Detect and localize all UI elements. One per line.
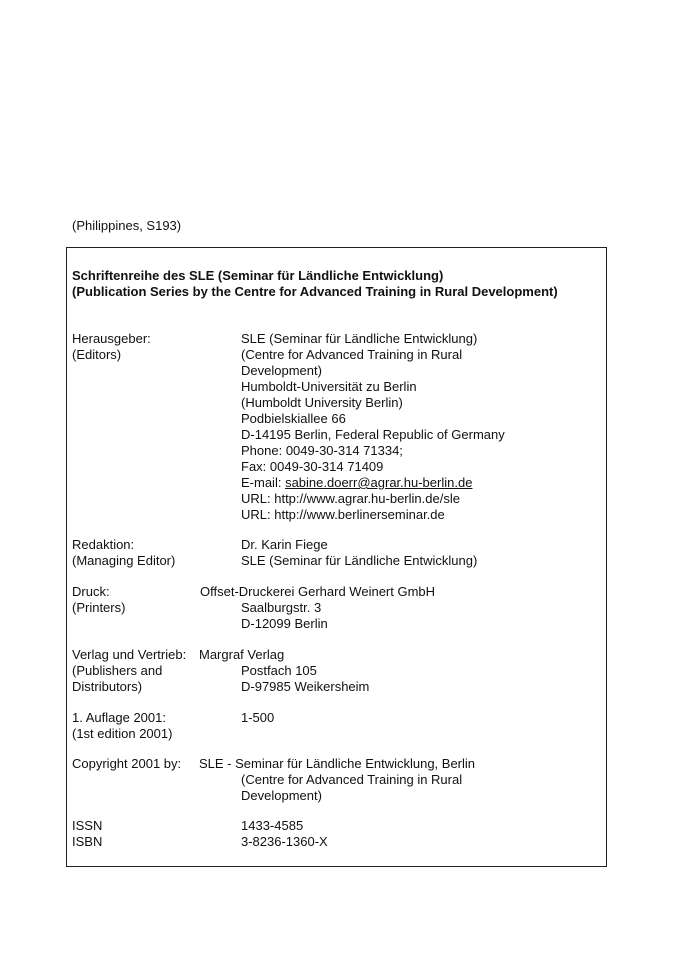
editors-line: Fax: 0049-30-314 71409 <box>241 459 384 474</box>
editors-line: (Centre for Advanced Training in Rural <box>241 347 463 362</box>
edition-value: 1-500 <box>241 710 275 725</box>
series-title-en: (Publication Series by the Centre for Advanced Training in Rural Development) <box>72 284 558 299</box>
publishers-label-en-1: (Publishers and <box>72 663 163 678</box>
copyright-label: Copyright 2001 by: <box>72 756 182 771</box>
publishers-label-en-2: Distributors) <box>72 679 143 694</box>
email-link[interactable]: sabine.doerr@agrar.hu-berlin.de <box>285 475 473 490</box>
editors-line: (Humboldt University Berlin) <box>241 395 403 410</box>
copyright-line-3: Development) <box>241 788 322 803</box>
printers-city: D-12099 Berlin <box>241 616 328 631</box>
copyright-line-1: SLE - Seminar für Ländliche Entwicklung, Berlin <box>199 756 476 771</box>
printers-label-de: Druck: <box>72 584 110 599</box>
isbn-value: 3-8236-1360-X <box>241 834 328 849</box>
editors-email-line <box>241 475 472 491</box>
editors-line: Development) <box>241 363 322 378</box>
printers-name: Offset-Druckerei Gerhard Weinert GmbH <box>200 584 436 599</box>
managing-editor-org: SLE (Seminar für Ländliche Entwicklung) <box>241 553 478 568</box>
editors-label-de: Herausgeber: <box>72 331 151 346</box>
managing-editor-label-en: (Managing Editor) <box>72 553 176 568</box>
url-line-1: URL: http://www.agrar.hu-berlin.de/sle <box>241 491 460 506</box>
edition-label-en: (1st edition 2001) <box>72 726 173 741</box>
copyright-line-2: (Centre for Advanced Training in Rural <box>241 772 463 787</box>
editors-line: Phone: 0049-30-314 71334; <box>241 443 403 458</box>
managing-editor-name: Dr. Karin Fiege <box>241 537 328 552</box>
printers-label-en: (Printers) <box>72 600 126 615</box>
managing-editor-label-de: Redaktion: <box>72 537 135 552</box>
email-prefix: E-mail: <box>241 475 286 490</box>
edition-label-de: 1. Auflage 2001: <box>72 710 166 725</box>
editors-line: Podbielskiallee 66 <box>241 411 346 426</box>
editors-line: Humboldt-Universität zu Berlin <box>241 379 417 394</box>
editors-line: D-14195 Berlin, Federal Republic of Germany <box>241 427 505 442</box>
isbn-label: ISBN <box>72 834 103 849</box>
editors-label-en: (Editors) <box>72 347 122 362</box>
top-note: (Philippines, S193) <box>72 218 182 233</box>
editors-line: SLE (Seminar für Ländliche Entwicklung) <box>241 331 478 346</box>
publishers-city: D-97985 Weikersheim <box>241 679 370 694</box>
publishers-name: Margraf Verlag <box>199 647 285 662</box>
url-line-2: URL: http://www.berlinerseminar.de <box>241 507 445 522</box>
publishers-label-de: Verlag und Vertrieb: <box>72 647 187 662</box>
issn-value: 1433-4585 <box>241 818 304 833</box>
printers-street: Saalburgstr. 3 <box>241 600 322 615</box>
series-title-de: Schriftenreihe des SLE (Seminar für Ländliche Entwicklung) <box>72 268 444 283</box>
publishers-postfach: Postfach 105 <box>241 663 317 678</box>
issn-label: ISSN <box>72 818 103 833</box>
